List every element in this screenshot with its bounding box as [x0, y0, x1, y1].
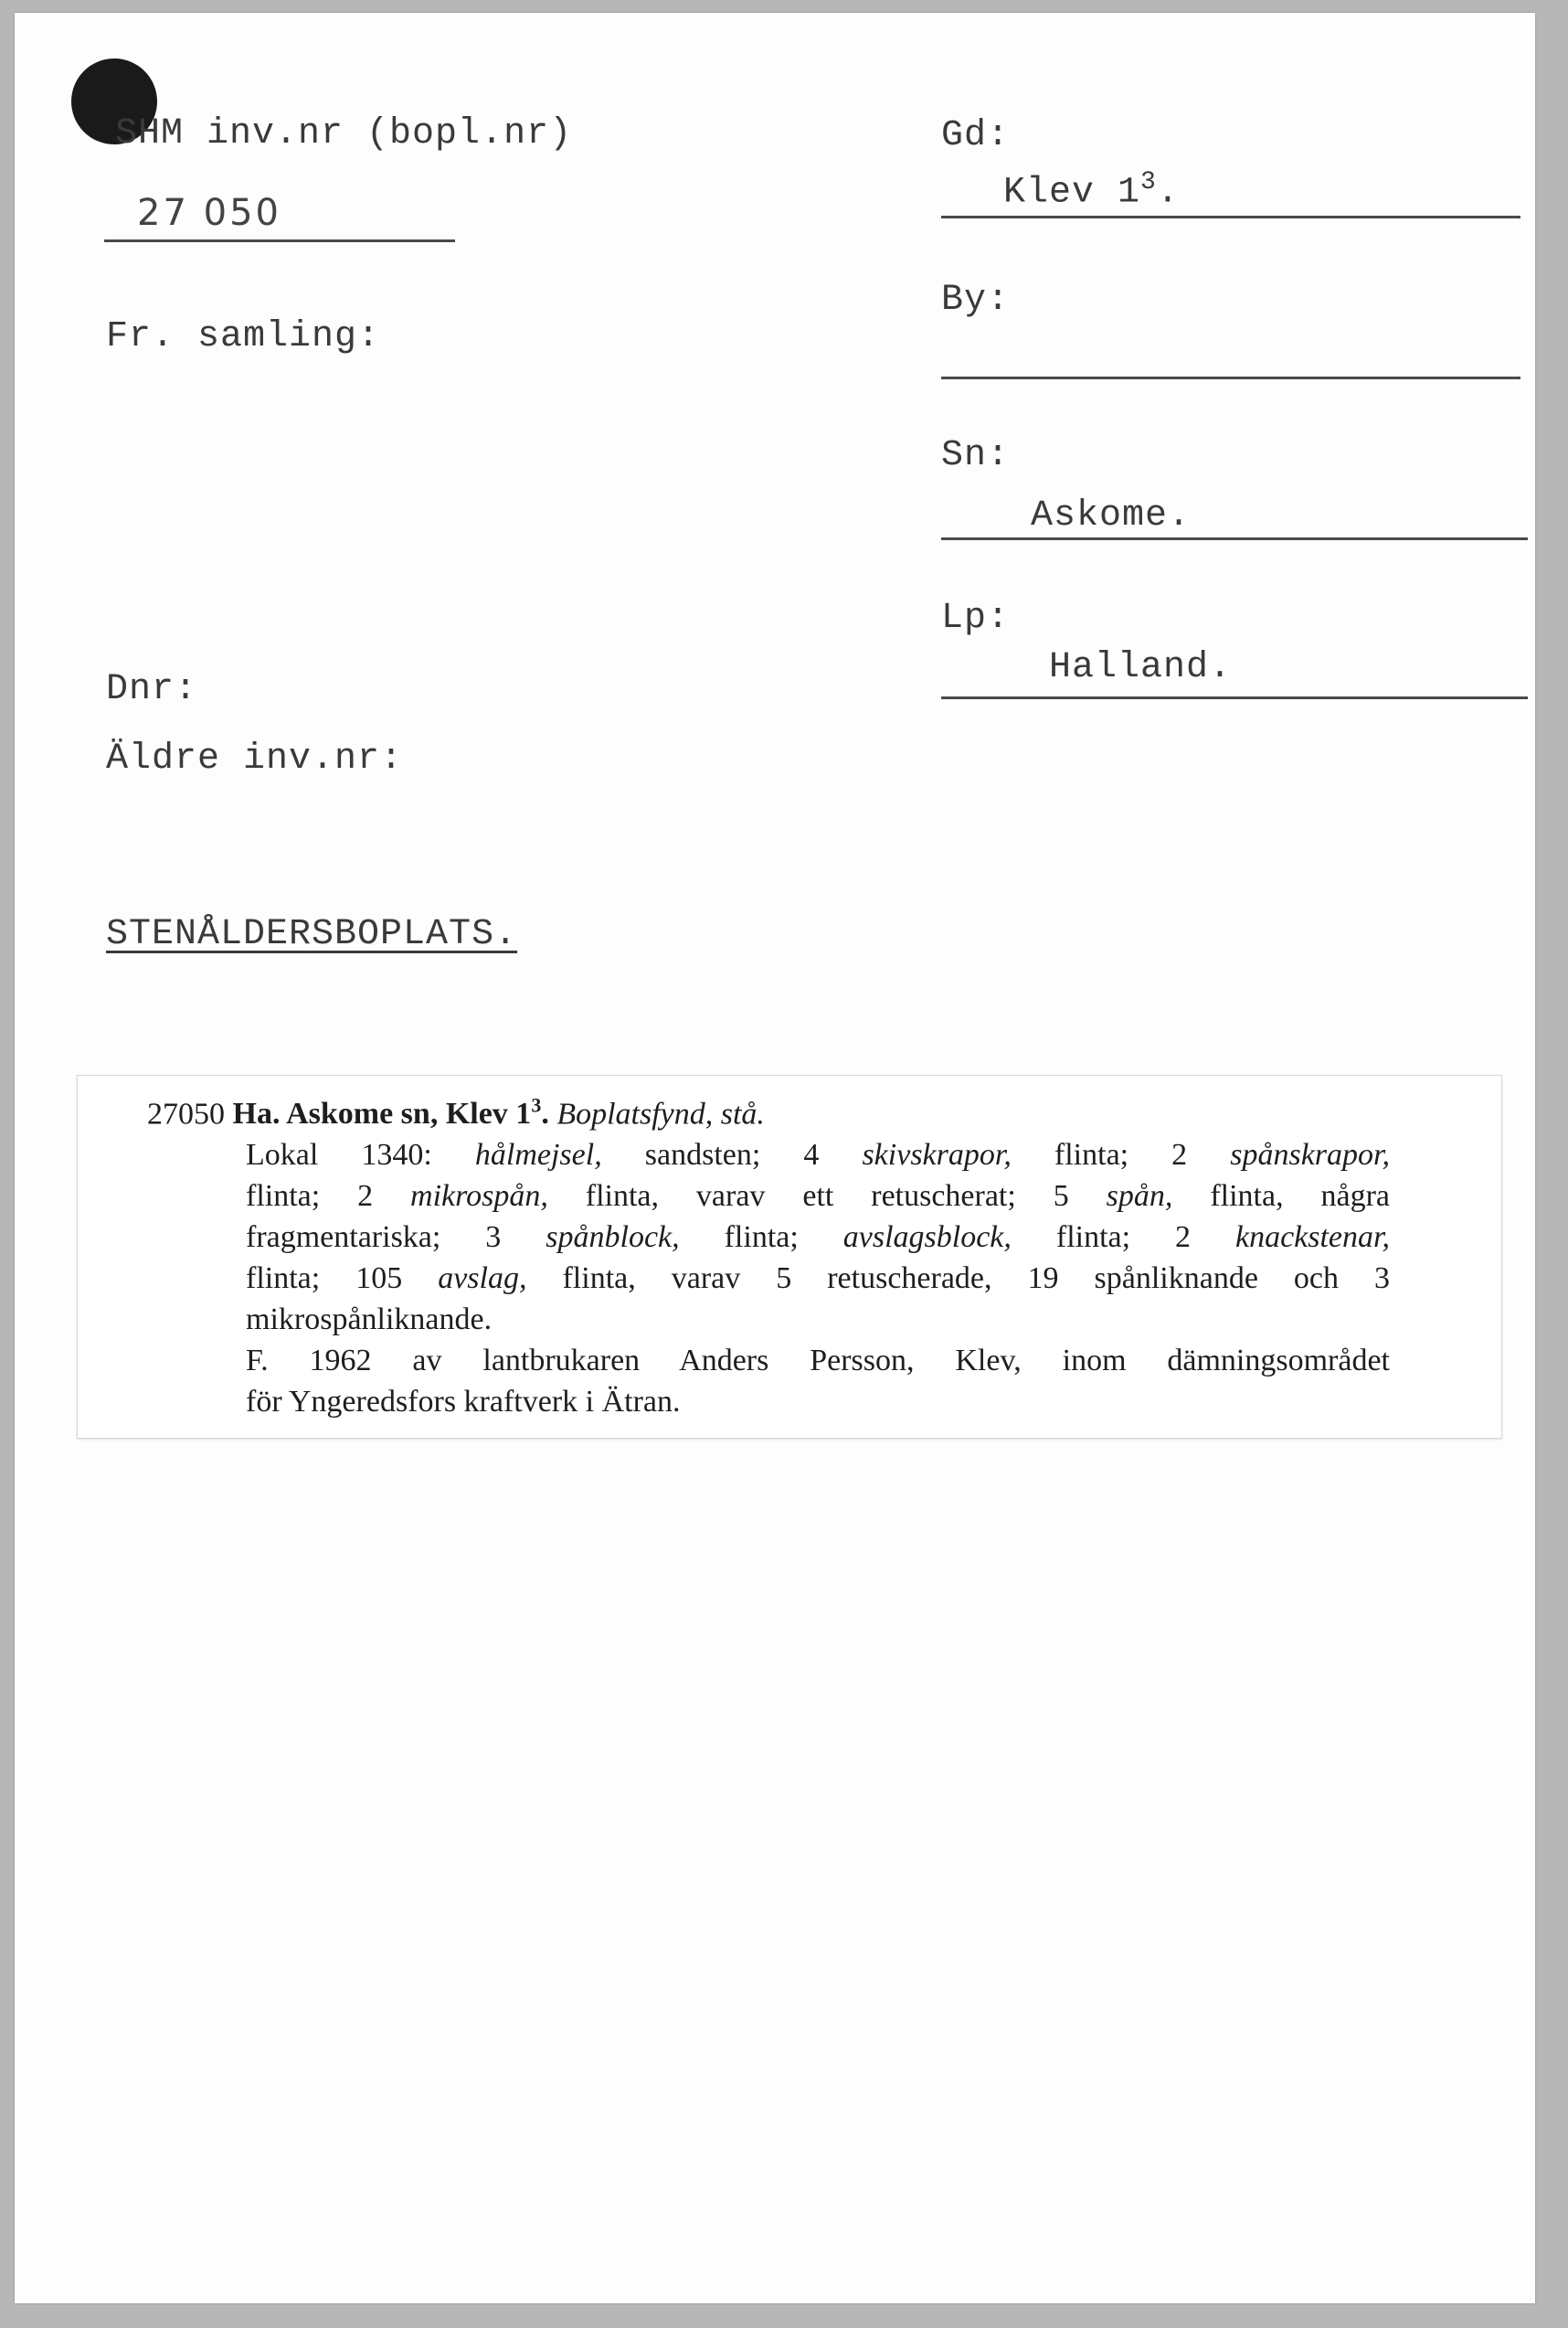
slip-line-3 — [147, 1217, 1390, 1258]
slip-l1-e: flinta; 2 — [1011, 1138, 1231, 1173]
slip-heading-italic: Boplatsfynd, stå. — [556, 1097, 765, 1132]
slip-line-4 — [147, 1258, 1390, 1299]
slip-l2-a: flinta; 2 — [246, 1179, 411, 1214]
slip-number: 27050 — [147, 1097, 225, 1132]
category-heading — [106, 914, 517, 955]
lp-label: Lp: — [941, 598, 1011, 639]
slip-line-7: för Yngeredsfors kraftverk i Ätran. — [246, 1385, 681, 1419]
slip-l1-c: sandsten; 4 — [601, 1138, 863, 1173]
slip-heading-bold — [232, 1094, 549, 1132]
slip-l3-c: flinta; — [679, 1220, 843, 1255]
inv-number: 27 050 — [137, 192, 281, 234]
gd-value — [1003, 168, 1180, 213]
slip-l3-b: spånblock, — [546, 1220, 680, 1255]
slip-l1-f: spånskrapor, — [1230, 1138, 1390, 1173]
gd-rule — [941, 216, 1520, 218]
slip-line-2 — [147, 1175, 1390, 1217]
slip-line-1 — [147, 1134, 1390, 1175]
inv-label: SHM inv.nr (bopl.nr) — [115, 113, 573, 154]
slip-line-5: mikrospånliknande. — [246, 1302, 493, 1337]
slip-l4-a: flinta; 105 — [246, 1261, 439, 1296]
slip-l3-d: avslagsblock, — [842, 1220, 1012, 1255]
slip-l2-c: flinta, varav ett retuscherat; 5 — [547, 1179, 1107, 1214]
sn-value: Askome. — [1031, 495, 1192, 537]
slip-l4-c: flinta, varav 5 retuscherade, 19 spånliknande och 3 — [526, 1261, 1390, 1296]
by-rule — [941, 377, 1520, 379]
fr-samling-label: Fr. samling: — [106, 316, 381, 357]
slip-l2-d: spån, — [1106, 1179, 1173, 1214]
slip-l1-d: skivskrapor, — [862, 1138, 1012, 1173]
aldre-inv-label: Äldre inv.nr: — [106, 739, 404, 780]
inv-number-rule — [104, 239, 455, 242]
slip-l2-b: mikrospån, — [410, 1179, 548, 1214]
slip-l3-a: fragmentariska; 3 — [246, 1220, 546, 1255]
slip-l1-a: Lokal 1340: — [246, 1138, 475, 1173]
slip-l1-b: hålmejsel, — [474, 1138, 602, 1173]
slip-text — [147, 1085, 1390, 1422]
lp-value: Halland. — [1049, 647, 1233, 688]
gd-value-sup: 3 — [1140, 168, 1157, 197]
dnr-label: Dnr: — [106, 669, 198, 710]
by-label: By: — [941, 280, 1011, 321]
sn-rule — [941, 537, 1528, 540]
gd-label: Gd: — [941, 115, 1011, 156]
slip-heading-line — [147, 1085, 1390, 1134]
gd-value-main: Klev 1 — [1003, 172, 1141, 214]
slip-heading-sup: 3 — [531, 1094, 542, 1117]
slip-l3-f: knackstenar, — [1234, 1220, 1390, 1255]
lp-rule — [941, 696, 1528, 699]
catalog-card — [15, 13, 1535, 2303]
slip-l4-b: avslag, — [438, 1261, 527, 1296]
slip-l3-e: flinta; 2 — [1011, 1220, 1235, 1255]
slip-heading-bold-text: Ha. Askome sn, Klev 1 — [232, 1097, 532, 1132]
slip-l2-e: flinta, några — [1172, 1179, 1390, 1214]
printed-slip — [77, 1075, 1502, 1439]
slip-line-6: F. 1962 av lantbrukaren Anders Persson, Klev, inom dämningsområdet — [246, 1344, 1390, 1378]
category-text: STENÅLDERSBOPLATS. — [106, 914, 518, 955]
gd-value-end: . — [1156, 172, 1180, 214]
sn-label: Sn: — [941, 435, 1011, 476]
slip-heading-bold-end: . — [541, 1097, 549, 1132]
